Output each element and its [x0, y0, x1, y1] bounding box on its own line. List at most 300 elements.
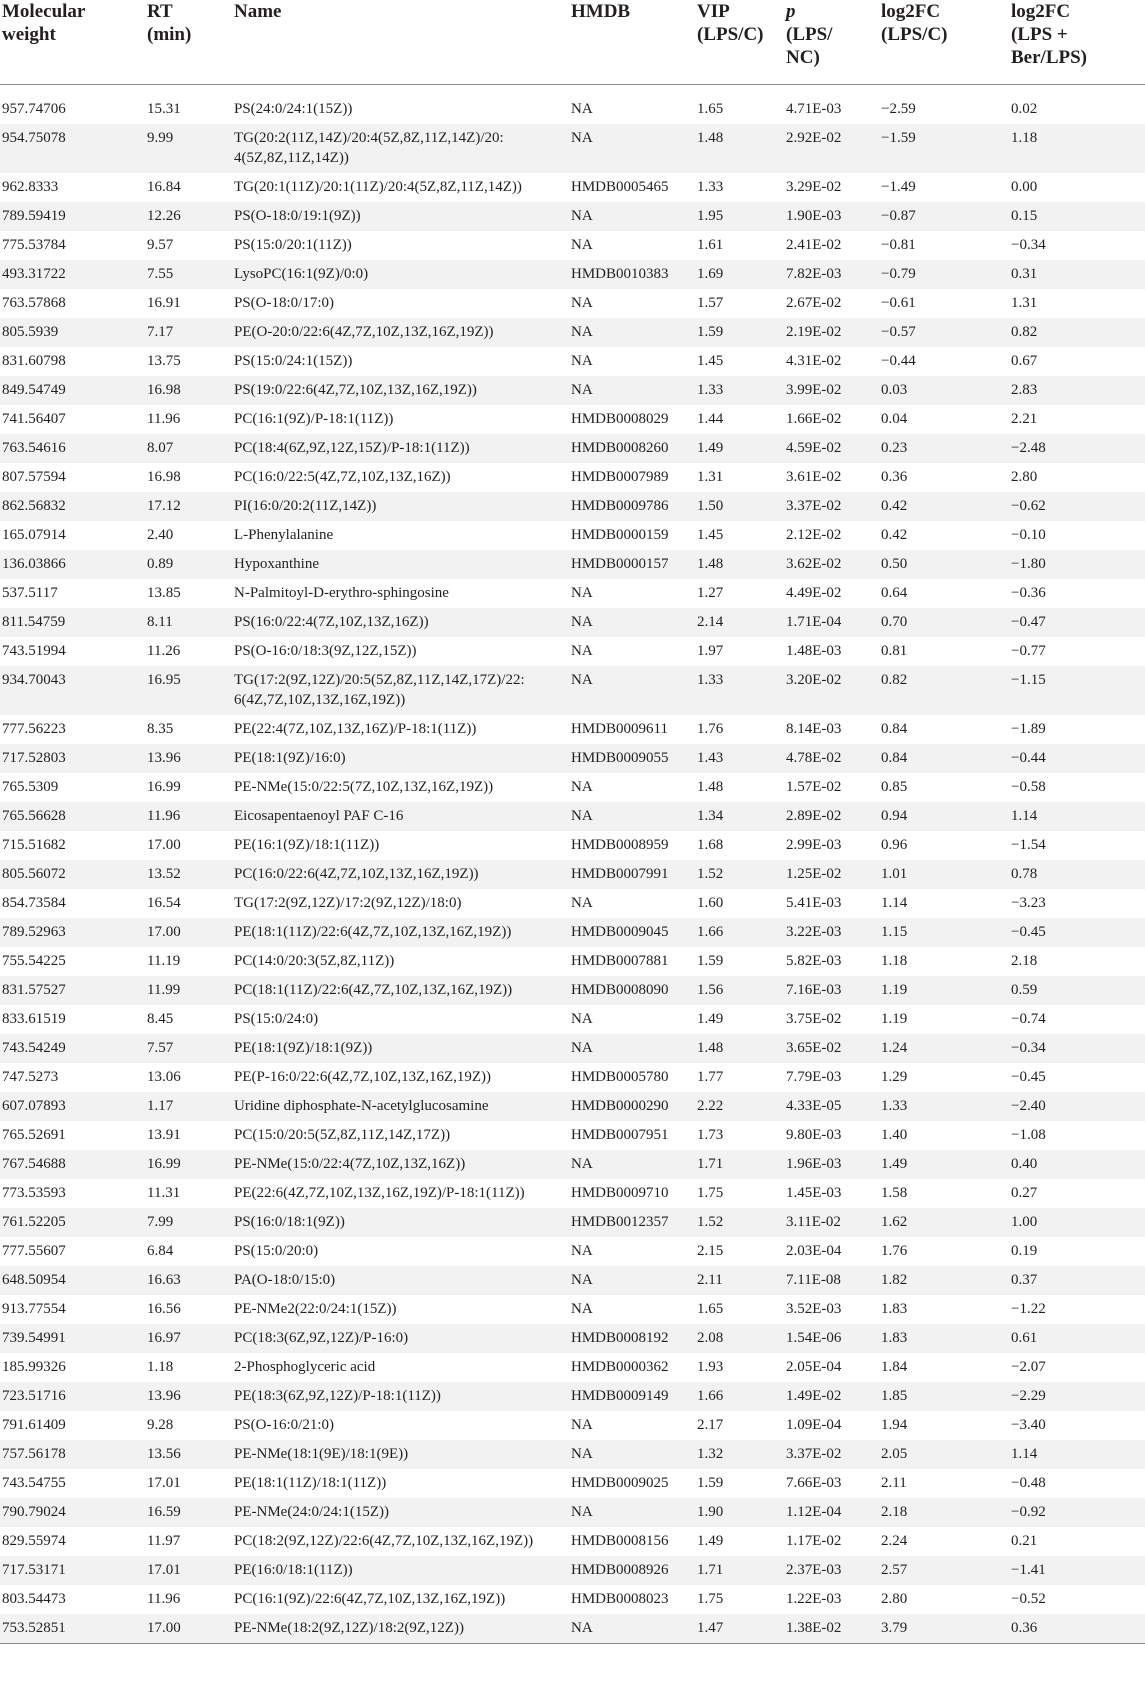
cell-name: PE(O-20:0/22:6(4Z,7Z,10Z,13Z,16Z,19Z)) — [234, 318, 571, 347]
cell-molecular-weight: 743.51994 — [2, 642, 66, 659]
cell-log2fc-lps-c: 0.03 — [881, 376, 1011, 405]
cell-log2fc-lps-ber: −1.22 — [1011, 1300, 1046, 1317]
table-row — [0, 318, 1145, 347]
cell-p-value: 2.03E-04 — [786, 1242, 842, 1259]
cell-log2fc-lps-c: 1.29 — [881, 1068, 908, 1085]
cell-p-value: 1.54E-06 — [786, 1324, 881, 1353]
cell-p-value: 3.29E-02 — [786, 178, 842, 195]
cell-p-value: 3.52E-03 — [786, 1300, 842, 1317]
cell-rt: 12.26 — [147, 202, 234, 231]
cell-molecular-weight: 493.31722 — [0, 260, 147, 289]
cell-p-value: 2.19E-02 — [786, 318, 881, 347]
table-row — [0, 1411, 1145, 1440]
cell-p-value: 1.96E-03 — [786, 1150, 881, 1179]
header-name: Name — [234, 0, 571, 84]
cell-log2fc-lps-ber: −1.80 — [1011, 550, 1145, 579]
cell-molecular-weight: 862.56832 — [0, 492, 147, 521]
cell-rt: 13.56 — [147, 1440, 234, 1469]
cell-molecular-weight: 789.52963 — [0, 918, 147, 947]
cell-rt: 15.31 — [147, 100, 181, 117]
cell-p-value: 7.82E-03 — [786, 260, 881, 289]
cell-molecular-weight: 954.75078 — [0, 124, 147, 173]
cell-hmdb: HMDB0008023 — [571, 1590, 669, 1607]
cell-molecular-weight: 185.99326 — [2, 1358, 66, 1375]
cell-vip: 1.34 — [697, 802, 786, 831]
cell-vip: 1.75 — [697, 1184, 724, 1201]
cell-molecular-weight: 715.51682 — [2, 836, 66, 853]
cell-p-value: 3.75E-02 — [786, 1010, 842, 1027]
cell-p-value: 4.59E-02 — [786, 434, 881, 463]
cell-log2fc-lps-ber: 1.00 — [1011, 1208, 1145, 1237]
cell-name: PS(O-16:0/21:0) — [234, 1416, 335, 1433]
cell-vip: 1.75 — [697, 1590, 724, 1607]
table-header — [0, 0, 1145, 84]
cell-molecular-weight: 777.56223 — [2, 720, 66, 737]
cell-molecular-weight: 165.07914 — [2, 526, 66, 543]
header-log2fc-lps-ber: log2FC (LPS + Ber/LPS) — [1011, 0, 1145, 84]
cell-molecular-weight: 136.03866 — [0, 550, 147, 579]
cell-rt: 13.52 — [147, 860, 234, 889]
cell-log2fc-lps-ber: −3.40 — [1011, 1416, 1046, 1433]
cell-log2fc-lps-ber: 0.15 — [1011, 202, 1145, 231]
cell-name: Eicosapentaenoyl PAF C-16 — [234, 802, 571, 831]
table-row — [0, 1498, 1145, 1527]
cell-vip: 1.71 — [697, 1150, 786, 1179]
cell-molecular-weight: 755.54225 — [2, 952, 66, 969]
table-row — [0, 124, 1145, 173]
cell-name: PE(18:1(11Z)/22:6(4Z,7Z,10Z,13Z,16Z,19Z)) — [234, 918, 571, 947]
cell-name: PE(18:1(9Z)/16:0) — [234, 744, 571, 773]
table-row — [0, 831, 1145, 860]
cell-log2fc-lps-ber: 0.40 — [1011, 1150, 1145, 1179]
cell-rt: 17.00 — [147, 918, 234, 947]
cell-p-value: 3.20E-02 — [786, 666, 881, 715]
cell-hmdb: NA — [571, 294, 593, 311]
cell-molecular-weight: 962.8333 — [2, 178, 59, 195]
cell-log2fc-lps-c: −0.61 — [881, 294, 916, 311]
cell-name: TG(17:2(9Z,12Z)/20:5(5Z,8Z,11Z,14Z,17Z)/22: 6(4Z,7Z,10Z,13Z,16Z,19Z)) — [234, 666, 571, 715]
cell-rt: 17.00 — [147, 836, 181, 853]
cell-log2fc-lps-c: 0.04 — [881, 410, 908, 427]
cell-hmdb: NA — [571, 1498, 697, 1527]
cell-log2fc-lps-ber: −0.52 — [1011, 1590, 1046, 1607]
cell-hmdb: HMDB0007951 — [571, 1126, 669, 1143]
cell-log2fc-lps-ber: 1.14 — [1011, 802, 1145, 831]
cell-hmdb: HMDB0009786 — [571, 492, 697, 521]
cell-log2fc-lps-ber: 0.21 — [1011, 1532, 1038, 1549]
cell-hmdb: NA — [571, 202, 697, 231]
cell-name: PE-NMe(18:2(9Z,12Z)/18:2(9Z,12Z)) — [234, 1614, 571, 1644]
cell-hmdb: NA — [571, 1266, 697, 1295]
cell-p-value: 7.11E-08 — [786, 1266, 881, 1295]
cell-vip: 1.59 — [697, 1474, 724, 1491]
table-row — [0, 347, 1145, 376]
table-row — [0, 608, 1145, 637]
cell-log2fc-lps-c: −0.79 — [881, 260, 1011, 289]
cell-log2fc-lps-ber: 0.82 — [1011, 318, 1145, 347]
cell-name: PC(16:0/22:5(4Z,7Z,10Z,13Z,16Z)) — [234, 468, 451, 485]
table-body — [0, 95, 1145, 1644]
cell-molecular-weight: 773.53593 — [2, 1184, 66, 1201]
header-p-value — [786, 0, 881, 84]
cell-log2fc-lps-c: 1.84 — [881, 1358, 908, 1375]
table-row — [0, 889, 1145, 918]
table-row — [0, 1324, 1145, 1353]
table-row — [0, 231, 1145, 260]
table-row — [0, 1266, 1145, 1295]
cell-p-value: 7.66E-03 — [786, 1474, 842, 1491]
cell-log2fc-lps-ber: −0.47 — [1011, 608, 1145, 637]
cell-p-value: 1.66E-02 — [786, 410, 842, 427]
cell-vip: 1.49 — [697, 434, 786, 463]
cell-hmdb: HMDB0008029 — [571, 410, 669, 427]
cell-hmdb: NA — [571, 1034, 697, 1063]
cell-rt: 11.97 — [147, 1532, 181, 1549]
cell-log2fc-lps-ber: −1.89 — [1011, 720, 1046, 737]
cell-log2fc-lps-c: −1.59 — [881, 124, 1011, 173]
cell-molecular-weight: 763.57868 — [2, 294, 66, 311]
cell-log2fc-lps-c: 1.33 — [881, 1092, 1011, 1121]
cell-p-value: 8.14E-03 — [786, 720, 842, 737]
cell-log2fc-lps-c: 1.82 — [881, 1266, 1011, 1295]
cell-log2fc-lps-ber: −0.36 — [1011, 584, 1046, 601]
cell-name: PC(15:0/20:5(5Z,8Z,11Z,14Z,17Z)) — [234, 1126, 451, 1143]
cell-log2fc-lps-ber: −2.48 — [1011, 434, 1145, 463]
table-row — [0, 773, 1145, 802]
cell-log2fc-lps-c: 1.62 — [881, 1208, 1011, 1237]
cell-name: PS(15:0/20:1(11Z)) — [234, 236, 352, 253]
cell-vip: 1.52 — [697, 860, 786, 889]
cell-vip: 1.60 — [697, 894, 724, 911]
cell-hmdb: HMDB0008926 — [571, 1556, 697, 1585]
cell-molecular-weight: 648.50954 — [0, 1266, 147, 1295]
cell-name: PS(16:0/18:1(9Z)) — [234, 1208, 571, 1237]
cell-vip: 1.31 — [697, 468, 724, 485]
cell-p-value: 3.99E-02 — [786, 376, 881, 405]
cell-molecular-weight: 743.54249 — [0, 1034, 147, 1063]
cell-log2fc-lps-c: 0.36 — [881, 468, 908, 485]
table-row — [0, 947, 1145, 976]
cell-log2fc-lps-ber: −1.41 — [1011, 1556, 1145, 1585]
cell-log2fc-lps-c: 0.85 — [881, 778, 908, 795]
cell-p-value: 4.49E-02 — [786, 584, 842, 601]
table-row — [0, 1005, 1145, 1034]
cell-p-value: 9.80E-03 — [786, 1126, 842, 1143]
table-row — [0, 666, 1145, 715]
cell-molecular-weight: 767.54688 — [0, 1150, 147, 1179]
table-row — [0, 260, 1145, 289]
cell-p-value: 1.09E-04 — [786, 1416, 842, 1433]
cell-molecular-weight: 789.59419 — [0, 202, 147, 231]
cell-rt: 8.07 — [147, 434, 234, 463]
table-row — [0, 1382, 1145, 1411]
cell-molecular-weight: 761.52205 — [0, 1208, 147, 1237]
cell-rt: 16.95 — [147, 666, 234, 715]
cell-p-value: 3.65E-02 — [786, 1034, 881, 1063]
cell-vip: 1.33 — [697, 376, 786, 405]
cell-log2fc-lps-ber: −0.34 — [1011, 1034, 1145, 1063]
cell-molecular-weight: 934.70043 — [0, 666, 147, 715]
cell-molecular-weight: 607.07893 — [0, 1092, 147, 1121]
cell-log2fc-lps-ber: −0.34 — [1011, 236, 1046, 253]
cell-log2fc-lps-ber: 0.02 — [1011, 100, 1038, 117]
cell-name: Hypoxanthine — [234, 550, 571, 579]
cell-name: PE(P-16:0/22:6(4Z,7Z,10Z,13Z,16Z,19Z)) — [234, 1068, 492, 1085]
cell-hmdb: HMDB0009025 — [571, 1474, 669, 1491]
cell-log2fc-lps-c: 1.19 — [881, 976, 1011, 1005]
cell-hmdb: HMDB0008959 — [571, 836, 669, 853]
cell-vip: 1.66 — [697, 1382, 786, 1411]
table-row — [0, 95, 1145, 124]
cell-log2fc-lps-ber: 0.31 — [1011, 260, 1145, 289]
cell-log2fc-lps-c: 3.79 — [881, 1614, 1011, 1644]
header-vip: VIP (LPS/C) — [697, 0, 786, 84]
cell-p-value: 4.31E-02 — [786, 352, 842, 369]
cell-p-value: 7.79E-03 — [786, 1068, 842, 1085]
cell-molecular-weight: 805.5939 — [0, 318, 147, 347]
cell-rt: 9.28 — [147, 1416, 174, 1433]
cell-vip: 2.15 — [697, 1242, 724, 1259]
cell-name: PC(16:1(9Z)/22:6(4Z,7Z,10Z,13Z,16Z,19Z)) — [234, 1590, 506, 1607]
cell-log2fc-lps-ber: 0.36 — [1011, 1614, 1145, 1644]
cell-rt: 16.54 — [147, 894, 181, 911]
cell-hmdb: NA — [571, 1242, 593, 1259]
table-row — [0, 744, 1145, 773]
cell-rt: 16.98 — [147, 376, 234, 405]
cell-log2fc-lps-c: −0.81 — [881, 236, 916, 253]
cell-molecular-weight: 739.54991 — [0, 1324, 147, 1353]
cell-vip: 1.95 — [697, 202, 786, 231]
cell-name: L-Phenylalanine — [234, 526, 334, 543]
cell-name: PE(22:6(4Z,7Z,10Z,13Z,16Z,19Z)/P-18:1(11Z)) — [234, 1184, 525, 1201]
cell-vip: 1.65 — [697, 1300, 724, 1317]
cell-rt: 17.00 — [147, 1614, 234, 1644]
cell-log2fc-lps-ber: 1.31 — [1011, 294, 1038, 311]
cell-vip: 1.59 — [697, 318, 786, 347]
cell-vip: 1.68 — [697, 836, 724, 853]
cell-rt: 11.96 — [147, 410, 181, 427]
cell-name: TG(17:2(9Z,12Z)/17:2(9Z,12Z)/18:0) — [234, 894, 462, 911]
cell-p-value: 7.16E-03 — [786, 976, 881, 1005]
cell-rt: 17.12 — [147, 492, 234, 521]
cell-p-value: 2.41E-02 — [786, 236, 842, 253]
cell-log2fc-lps-c: −0.87 — [881, 202, 1011, 231]
cell-molecular-weight: 805.56072 — [0, 860, 147, 889]
cell-molecular-weight: 717.53171 — [0, 1556, 147, 1585]
cell-molecular-weight: 743.54755 — [2, 1474, 66, 1491]
cell-rt: 17.01 — [147, 1474, 181, 1491]
cell-hmdb: HMDB0009149 — [571, 1382, 697, 1411]
table-row — [0, 1295, 1145, 1324]
cell-vip: 1.56 — [697, 976, 786, 1005]
cell-molecular-weight: 757.56178 — [0, 1440, 147, 1469]
cell-rt: 16.99 — [147, 778, 181, 795]
cell-hmdb: HMDB0005780 — [571, 1068, 669, 1085]
header-hmdb: HMDB — [571, 0, 697, 84]
cell-rt: 16.59 — [147, 1498, 234, 1527]
cell-log2fc-lps-ber: −2.07 — [1011, 1358, 1046, 1375]
cell-vip: 1.73 — [697, 1126, 724, 1143]
table-row — [0, 1527, 1145, 1556]
table-row — [0, 1469, 1145, 1498]
cell-log2fc-lps-ber: −0.92 — [1011, 1498, 1145, 1527]
cell-molecular-weight: 765.52691 — [2, 1126, 66, 1143]
cell-name: PE-NMe2(22:0/24:1(15Z)) — [234, 1300, 397, 1317]
cell-log2fc-lps-ber: −0.74 — [1011, 1010, 1046, 1027]
cell-rt: 16.98 — [147, 468, 181, 485]
cell-vip: 1.61 — [697, 236, 724, 253]
cell-log2fc-lps-c: −1.49 — [881, 178, 916, 195]
cell-molecular-weight: 829.55974 — [2, 1532, 66, 1549]
table-row — [0, 492, 1145, 521]
cell-log2fc-lps-ber: 2.83 — [1011, 376, 1145, 405]
cell-log2fc-lps-ber: −0.62 — [1011, 492, 1145, 521]
cell-vip: 1.47 — [697, 1614, 786, 1644]
cell-hmdb: HMDB0000290 — [571, 1092, 697, 1121]
cell-vip: 1.71 — [697, 1556, 786, 1585]
cell-rt: 16.56 — [147, 1300, 181, 1317]
cell-log2fc-lps-ber: 2.18 — [1011, 952, 1038, 969]
cell-log2fc-lps-ber: 0.59 — [1011, 976, 1145, 1005]
cell-p-value: 3.22E-03 — [786, 918, 881, 947]
cell-log2fc-lps-c: 1.49 — [881, 1150, 1011, 1179]
cell-log2fc-lps-c: 0.82 — [881, 666, 1011, 715]
cell-vip: 1.90 — [697, 1498, 786, 1527]
header-p-symbol: p — [786, 1, 796, 22]
cell-rt: 13.91 — [147, 1126, 181, 1143]
table-row — [0, 463, 1145, 492]
table-row — [0, 802, 1145, 831]
cell-hmdb: NA — [571, 100, 593, 117]
cell-molecular-weight: 807.57594 — [2, 468, 66, 485]
cell-hmdb: NA — [571, 318, 697, 347]
table-row — [0, 1034, 1145, 1063]
cell-vip: 1.48 — [697, 778, 724, 795]
cell-vip: 1.27 — [697, 584, 724, 601]
table-row — [0, 173, 1145, 202]
cell-p-value: 1.22E-03 — [786, 1590, 842, 1607]
cell-name: N-Palmitoyl-D-erythro-sphingosine — [234, 584, 449, 601]
cell-name: PE-NMe(15:0/22:5(7Z,10Z,13Z,16Z,19Z)) — [234, 778, 494, 795]
cell-log2fc-lps-ber: −0.58 — [1011, 778, 1046, 795]
cell-log2fc-lps-c: 2.24 — [881, 1532, 908, 1549]
table-row — [0, 918, 1145, 947]
cell-p-value: 3.37E-02 — [786, 1440, 881, 1469]
cell-name: PE(16:1(9Z)/18:1(11Z)) — [234, 836, 380, 853]
cell-molecular-weight: 765.5309 — [2, 778, 59, 795]
table-row — [0, 521, 1145, 550]
cell-rt: 17.01 — [147, 1556, 234, 1585]
header-rt: RT (min) — [147, 0, 234, 84]
cell-name: PS(24:0/24:1(15Z)) — [234, 100, 353, 117]
table-row — [0, 860, 1145, 889]
cell-hmdb: HMDB0009611 — [571, 720, 668, 737]
cell-log2fc-lps-c: 0.84 — [881, 720, 908, 737]
cell-molecular-weight: 777.55607 — [2, 1242, 66, 1259]
cell-p-value: 2.67E-02 — [786, 294, 842, 311]
header-p-subtitle: (LPS/ NC) — [786, 24, 833, 68]
cell-rt: 11.99 — [147, 976, 234, 1005]
table-row — [0, 1556, 1145, 1585]
cell-vip: 1.76 — [697, 720, 724, 737]
cell-log2fc-lps-c: 1.15 — [881, 918, 1011, 947]
table-row — [0, 715, 1145, 744]
cell-molecular-weight: 849.54749 — [0, 376, 147, 405]
cell-log2fc-lps-c: 2.11 — [881, 1474, 907, 1491]
cell-log2fc-lps-ber: 0.19 — [1011, 1242, 1038, 1259]
cell-rt: 13.85 — [147, 584, 181, 601]
cell-vip: 2.22 — [697, 1092, 786, 1121]
table-row — [0, 1063, 1145, 1092]
cell-vip: 1.93 — [697, 1358, 724, 1375]
table-row — [0, 1237, 1145, 1266]
cell-rt: 1.17 — [147, 1092, 234, 1121]
cell-rt: 11.19 — [147, 952, 181, 969]
cell-rt: 1.18 — [147, 1358, 174, 1375]
cell-hmdb: NA — [571, 376, 697, 405]
cell-vip: 1.44 — [697, 410, 724, 427]
cell-name: PS(15:0/24:0) — [234, 1010, 319, 1027]
cell-vip: 1.65 — [697, 100, 724, 117]
header-spacer — [0, 84, 1145, 95]
cell-rt: 13.75 — [147, 352, 181, 369]
table-row — [0, 1150, 1145, 1179]
cell-rt: 7.57 — [147, 1034, 234, 1063]
cell-p-value: 2.89E-02 — [786, 802, 881, 831]
cell-molecular-weight: 775.53784 — [2, 236, 66, 253]
cell-vip: 1.45 — [697, 526, 724, 543]
cell-log2fc-lps-ber: 2.80 — [1011, 468, 1038, 485]
cell-log2fc-lps-c: 1.83 — [881, 1324, 1011, 1353]
cell-p-value: 1.90E-03 — [786, 202, 881, 231]
cell-molecular-weight: 803.54473 — [2, 1590, 66, 1607]
cell-log2fc-lps-ber: −1.08 — [1011, 1126, 1046, 1143]
header-molecular-weight: Molecular weight — [0, 0, 147, 84]
cell-rt: 8.45 — [147, 1010, 174, 1027]
cell-name: PE-NMe(18:1(9E)/18:1(9E)) — [234, 1440, 571, 1469]
cell-name: PS(O-16:0/18:3(9Z,12Z,15Z)) — [234, 642, 417, 659]
cell-hmdb: HMDB0000157 — [571, 550, 697, 579]
cell-vip: 2.17 — [697, 1416, 724, 1433]
cell-hmdb: HMDB0007881 — [571, 952, 669, 969]
cell-hmdb: NA — [571, 802, 697, 831]
table-row — [0, 1092, 1145, 1121]
cell-hmdb: HMDB0007991 — [571, 860, 697, 889]
cell-log2fc-lps-ber: 1.18 — [1011, 124, 1145, 173]
header-row — [0, 0, 1145, 84]
cell-hmdb: NA — [571, 642, 593, 659]
cell-vip: 1.43 — [697, 744, 786, 773]
cell-hmdb: HMDB0009710 — [571, 1184, 669, 1201]
cell-name: PS(15:0/20:0) — [234, 1242, 319, 1259]
cell-hmdb: NA — [571, 666, 697, 715]
table-row — [0, 1179, 1145, 1208]
cell-hmdb: NA — [571, 1300, 593, 1317]
cell-log2fc-lps-c: 0.81 — [881, 642, 908, 659]
cell-molecular-weight: 791.61409 — [2, 1416, 66, 1433]
cell-hmdb: NA — [571, 608, 697, 637]
cell-vip: 1.33 — [697, 178, 724, 195]
cell-molecular-weight: 537.5117 — [2, 584, 58, 601]
cell-rt: 16.99 — [147, 1150, 234, 1179]
cell-vip: 2.08 — [697, 1324, 786, 1353]
cell-name: PA(O-18:0/15:0) — [234, 1266, 571, 1295]
table-row — [0, 434, 1145, 463]
cell-log2fc-lps-c: 0.96 — [881, 836, 908, 853]
cell-log2fc-lps-c: −2.59 — [881, 100, 916, 117]
cell-p-value: 3.61E-02 — [786, 468, 842, 485]
cell-vip: 1.48 — [697, 124, 786, 173]
